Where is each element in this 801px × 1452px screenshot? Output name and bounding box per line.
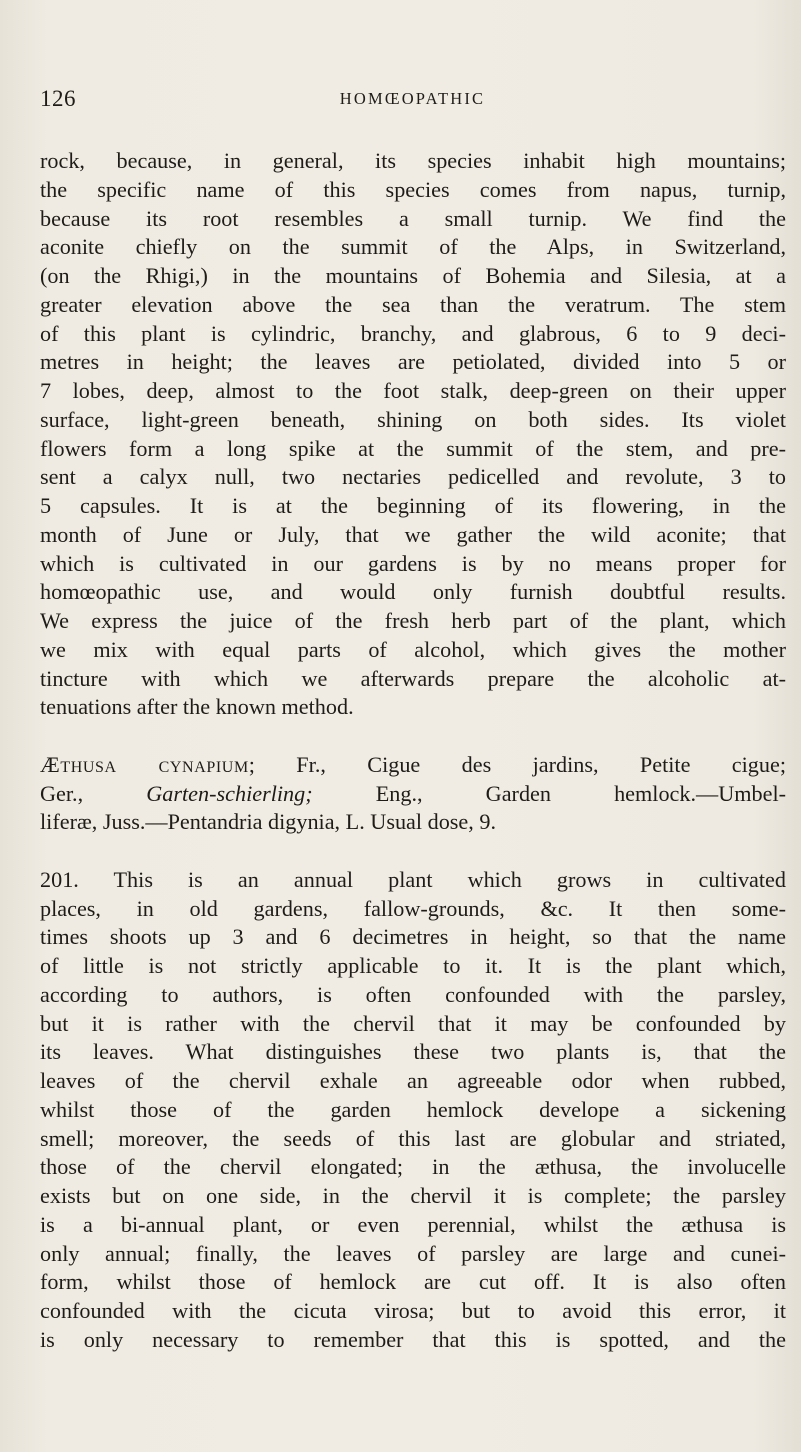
text-line: rock, because, in general, its species inhabit high mountains; [40,148,786,173]
text-line: We express the juice of the fresh herb part of the plant, which [40,608,786,633]
text-line: tenuations after the known method. [40,694,354,720]
entry-line [40,780,786,809]
text-line: of little is not strictly applicable to it. It is the plant which, [40,953,786,978]
text-line: aconite chiefly on the summit of the Alps, in Switzerland, [40,234,786,260]
text-line: times shoots up 3 and 6 decimetres in height, so that the name [40,924,786,950]
text-line: is only necessary to remember that this is spotted, and the [40,1326,786,1352]
text-line: the specific name of this species comes from napus, turnip, [40,176,786,202]
page-number: 126 [40,86,76,111]
text-line: smell; moreover, the seeds of this last are globular and striated, [40,1125,786,1151]
text-line: but it is rather with the chervil that it may be confounded by [40,1010,786,1036]
aethusa-entry [40,751,786,837]
text-line: is a bi-annual plant, or even perennial, whilst the æthusa is [40,1211,786,1237]
text-line: places, in old gardens, fallow-grounds, &c. It then some- [40,895,786,921]
text-line: confounded with the cicuta virosa; but to avoid this error, it [40,1298,786,1323]
entry-line [40,751,786,780]
entry-english: Eng., Garden hemlock.—Umbel- [312,780,786,806]
text-line: metres in height; the leaves are petiolated, divided into 5 or [40,349,786,375]
text-line: its leaves. What distinguishes these two plants is, that the [40,1039,786,1065]
entry-name: Æthusa cynapium [40,751,249,777]
text-line: only annual; finally, the leaves of parsley are large and cunei- [40,1240,786,1266]
text-line: flowers form a long spike at the summit of the stem, and pre- [40,435,786,461]
text-line: (on the Rhigi,) in the mountains of Bohemia and Silesia, at a [40,263,786,288]
entry-synonyms: ; Fr., Cigue des jardins, Petite cigue; [248,751,786,777]
entry-line: liferæ, Juss.—Pentandria digynia, L. Usual dose, 9. [40,809,497,835]
text-line: 201. This is an annual plant which grows in cultivated [40,866,786,892]
entry-german-name: Garten-schierling; [146,780,313,806]
running-head [40,86,785,116]
page-text [40,147,786,1355]
text-line: form, whilst those of hemlock are cut off. It is also often [40,1269,786,1295]
text-line: leaves of the chervil exhale an agreeable odor when rubbed, [40,1068,786,1093]
text-line: month of June or July, that we gather the wild aconite; that [40,521,786,547]
running-title: HOMŒOPATHIC [339,89,486,108]
text-line: sent a calyx null, two nectaries pedicelled and revolute, 3 to [40,464,786,490]
text-line: tincture with which we afterwards prepare the alcoholic at- [40,665,786,691]
entry-ger-label: Ger., [40,780,147,806]
text-line: of this plant is cylindric, branchy, and glabrous, 6 to 9 deci- [40,320,786,346]
paragraph-gap [40,722,786,751]
text-line: according to authors, is often confounded with the parsley, [40,981,786,1007]
paragraph-gap [40,837,786,866]
paragraph-201 [40,866,786,1355]
text-line: we mix with equal parts of alcohol, which gives the mother [40,636,786,662]
text-line: those of the chervil elongated; in the æthusa, the involucelle [40,1154,786,1180]
text-line: whilst those of the garden hemlock develope a sickening [40,1096,786,1122]
text-line: homœopathic use, and would only furnish doubtful results. [40,579,786,605]
text-line: greater elevation above the sea than the veratrum. The stem [40,291,786,317]
text-line: 7 lobes, deep, almost to the foot stalk, deep-green on their upper [40,378,786,403]
text-line: because its root resembles a small turnip. We find the [40,205,786,231]
text-line: surface, light-green beneath, shining on both sides. Its violet [40,406,786,432]
text-line: which is cultivated in our gardens is by no means proper for [40,550,786,576]
aconite-paragraph [40,147,786,722]
text-line: 5 capsules. It is at the beginning of its flowering, in the [40,493,786,518]
text-line: exists but on one side, in the chervil it is complete; the parsley [40,1183,786,1208]
